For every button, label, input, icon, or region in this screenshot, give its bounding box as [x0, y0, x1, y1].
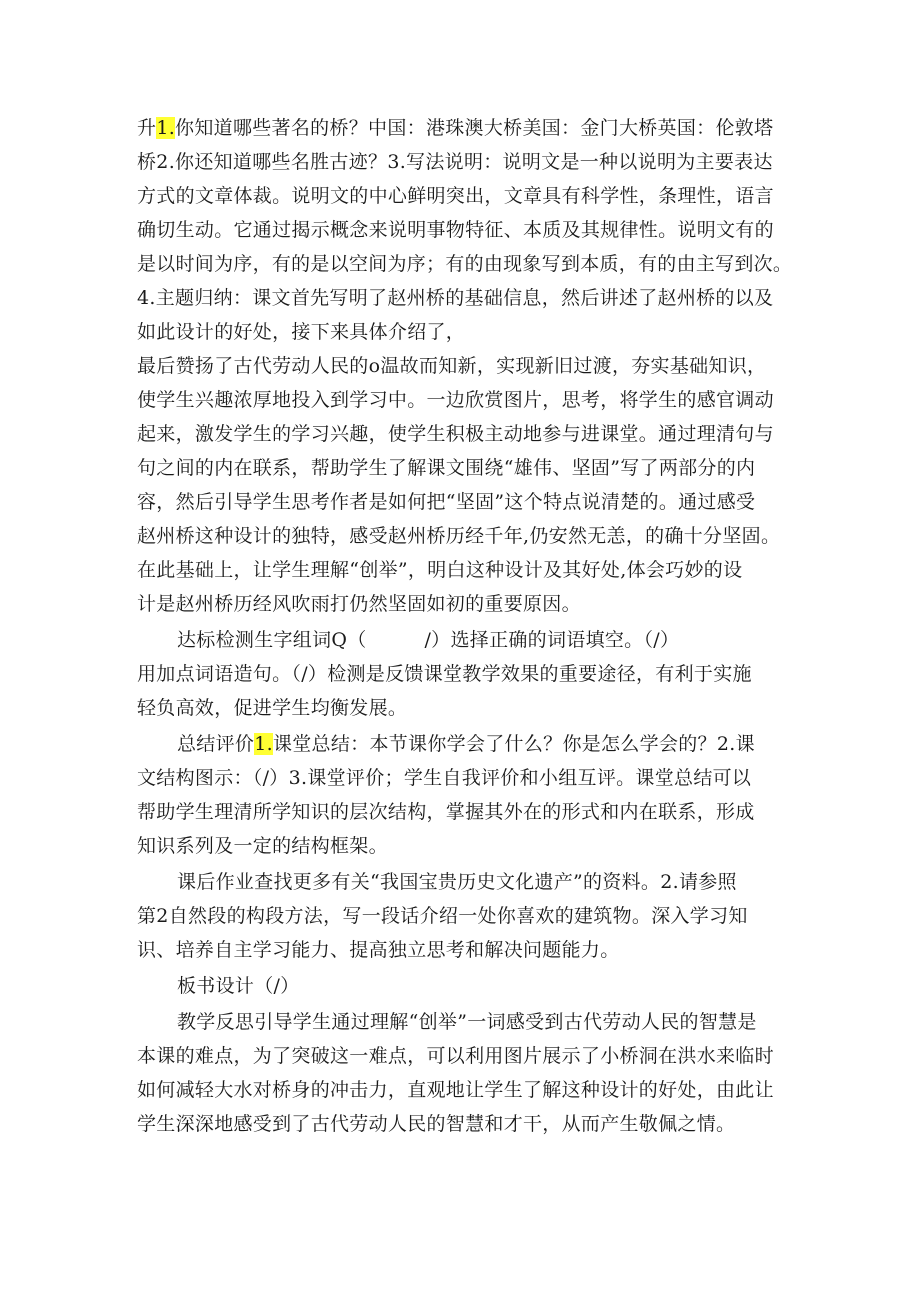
text-line: 在此基础上，让学生理解“创举”，明白这种设计及其好处,体会巧妙的设 [137, 559, 743, 581]
text-line: 赵州桥这种设计的独特，感受赵州桥历经千年,仍安然无恙，的确十分坚固。 [137, 525, 781, 547]
text-line: 计是赵州桥历经风吹雨打仍然坚固如初的重要原因。 [137, 593, 581, 615]
text-line: 用加点词语造句。（/）检测是反馈课堂教学效果的重要途径，有利于实施 [137, 663, 752, 685]
text-line: 帮助学生理清所学知识的层次结构，掌握其外在的形式和内在联系，形成 [137, 801, 755, 823]
paragraph-start-line: 达标检测生字组词Q（ /）选择正确的词语填空。（/） [177, 629, 680, 651]
paragraph-start-line: 板书设计（/） [177, 975, 300, 997]
text-line: 学生深深地感受到了古代劳动人民的智慧和才干，从而产生敬佩之情。 [137, 1113, 736, 1135]
text-line: 轻负高效，促进学生均衡发展。 [137, 697, 408, 719]
text-line: 最后赞扬了古代劳动人民的o温故而知新，实现新旧过渡，夯实基础知识， [137, 355, 767, 377]
text-line: 4.主题归纳：课文首先写明了赵州桥的基础信息，然后讲述了赵州桥的以及 [137, 287, 774, 309]
text-line [137, 113, 773, 143]
text-line: 方式的文章体裁。说明文的中心鲜明突出，文章具有科学性，条理性，语言 [137, 185, 774, 207]
highlighted-number: 1. [254, 733, 273, 755]
line-suffix: 你知道哪些著名的桥？中国：港珠澳大桥美国：金门大桥英国：伦敦塔 [175, 117, 774, 139]
text-line: 如此设计的好处，接下来具体介绍了， [137, 321, 466, 343]
text-line: 文结构图示：（/）3.课堂评价；学生自我评价和小组互评。课堂总结可以 [137, 767, 752, 789]
highlighted-number: 1. [156, 117, 176, 139]
text-line: 识、培养自主学习能力、提高独立思考和解决问题能力。 [137, 939, 620, 961]
text-line: 确切生动。它通过揭示概念来说明事物特征、本质及其规律性。说明文有的 [137, 219, 774, 241]
text-line: 容，然后引导学生思考作者是如何把“坚固”这个特点说清楚的。通过感受 [137, 491, 756, 513]
paragraph-start-line: 教学反思引导学生通过理解“创举”一词感受到古代劳动人民的智慧是 [177, 1011, 757, 1033]
text-line: 句之间的内在联系，帮助学生了解课文围绕“雄伟、坚固”写了两部分的内 [137, 457, 756, 479]
text-line: 是以时间为序，有的是以空间为序；有的由现象写到本质，有的由主写到次。 [137, 253, 793, 275]
paragraph-start-line [177, 729, 755, 759]
line-prefix: 升 [137, 117, 157, 139]
text-line: 本课的难点，为了突破这一难点，可以利用图片展示了小桥洞在洪水来临时 [137, 1045, 774, 1067]
text-line: 知识系列及一定的结构框架。 [137, 835, 388, 857]
text-line: 起来，激发学生的学习兴趣，使学生积极主动地参与进课堂。通过理清句与 [137, 423, 774, 445]
text-line: 第2自然段的构段方法，写一段话介绍一处你喜欢的建筑物。深入学习知 [137, 905, 748, 927]
line-suffix: 课堂总结：本节课你学会了什么？你是怎么学会的？2.课 [272, 733, 755, 755]
text-line: 如何减轻大水对桥身的冲击力，直观地让学生了解这种设计的好处，由此让 [137, 1079, 774, 1101]
paragraph-start-line: 课后作业查找更多有关“我国宝贵历史文化遗产”的资料。2.请参照 [177, 871, 737, 893]
text-line: 使学生兴趣浓厚地投入到学习中。一边欣赏图片，思考，将学生的感官调动 [137, 389, 774, 411]
line-prefix: 总结评价 [177, 733, 255, 755]
text-line: 桥2.你还知道哪些名胜古迹？3.写法说明：说明文是一种以说明为主要表达 [137, 151, 773, 173]
